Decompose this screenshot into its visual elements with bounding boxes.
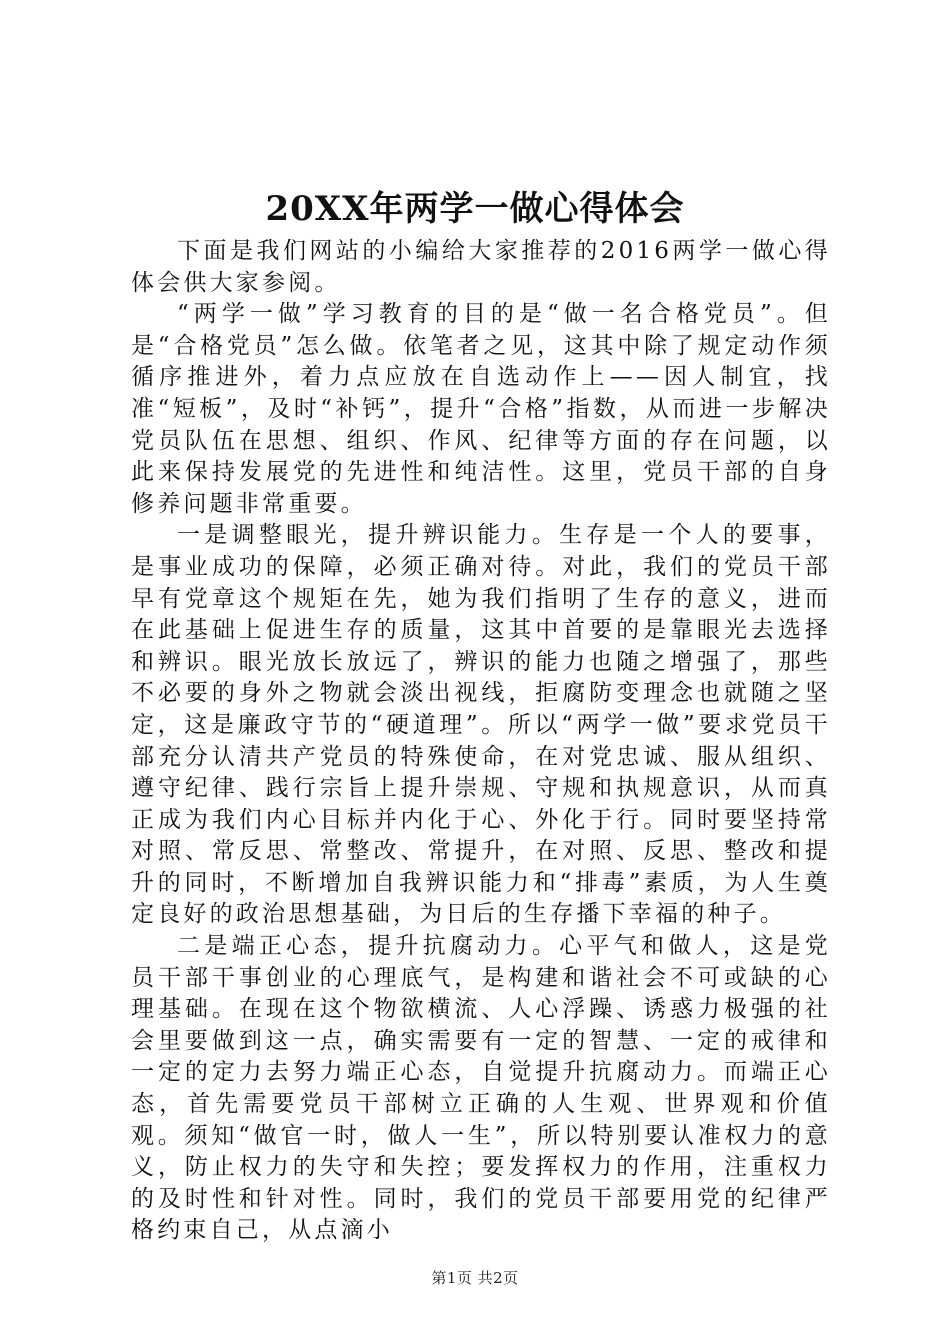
page-footer: 第1页 共2页: [431, 1269, 519, 1287]
paragraph-purpose: “两学一做”学习教育的目的是“做一名合格党员”。但是“合格党员”怎么做。依笔者之见，这其中除了规定动作须循序推进外，着力点应放在自选动作上——因人制宜，找准“短板”，及时“补钙”，提升“合格”指数，从而进一步解决党员队伍在思想、组织、作风、纪律等方面的存在问题，以此来保持发展党的先进性和纯洁性。这里，党员干部的自身修养问题非常重要。: [131, 301, 831, 517]
document-body: [131, 236, 831, 1247]
paragraph-intro: 下面是我们网站的小编给大家推荐的2016两学一做心得体会供大家参阅。: [131, 238, 831, 296]
paragraph-point-one: 一是调整眼光，提升辨识能力。生存是一个人的要事，是事业成功的保障，必须正确对待。对此，我们的党员干部早有党章这个规矩在先，她为我们指明了生存的意义，进而在此基础上促进生存的质量，这其中首要的是靠眼光去选择和辨识。眼光放长放远了，辨识的能力也随之增强了，那些不必要的身外之物就会淡出视线，拒腐防变理念也就随之坚定，这是廉政守节的“硬道理”。所以“两学一做”要求党员干部充分认清共产党员的特殊使命，在对党忠诚、服从组织、遵守纪律、践行宗旨上提升崇规、守规和执规意识，从而真正成为我们内心目标并内化于心、外化于行。同时要坚持常对照、常反思、常整改、常提升，在对照、反思、整改和提升的同时，不断增加自我辨识能力和“排毒”素质，为人生奠定良好的政治思想基础，为日后的生存播下幸福的种子。: [131, 522, 831, 928]
paragraph-point-two: 二是端正心态，提升抗腐动力。心平气和做人，这是党员干部干事创业的心理底气，是构建和谐社会不可或缺的心理基础。在现在这个物欲横流、人心浮躁、诱惑力极强的社会里要做到这一点，确实需要有一定的智慧、一定的戒律和一定的定力去努力端正心态，自觉提升抗腐动力。而端正心态，首先需要党员干部树立正确的人生观、世界观和价值观。须知“做官一时，做人一生”，所以特别要认准权力的意义，防止权力的失守和失控；要发挥权力的作用，注重权力的及时性和针对性。同时，我们的党员干部要用党的纪律严格约束自己，从点滴小: [131, 933, 831, 1244]
document-title: 20XX年两学一做心得体会: [265, 189, 685, 229]
